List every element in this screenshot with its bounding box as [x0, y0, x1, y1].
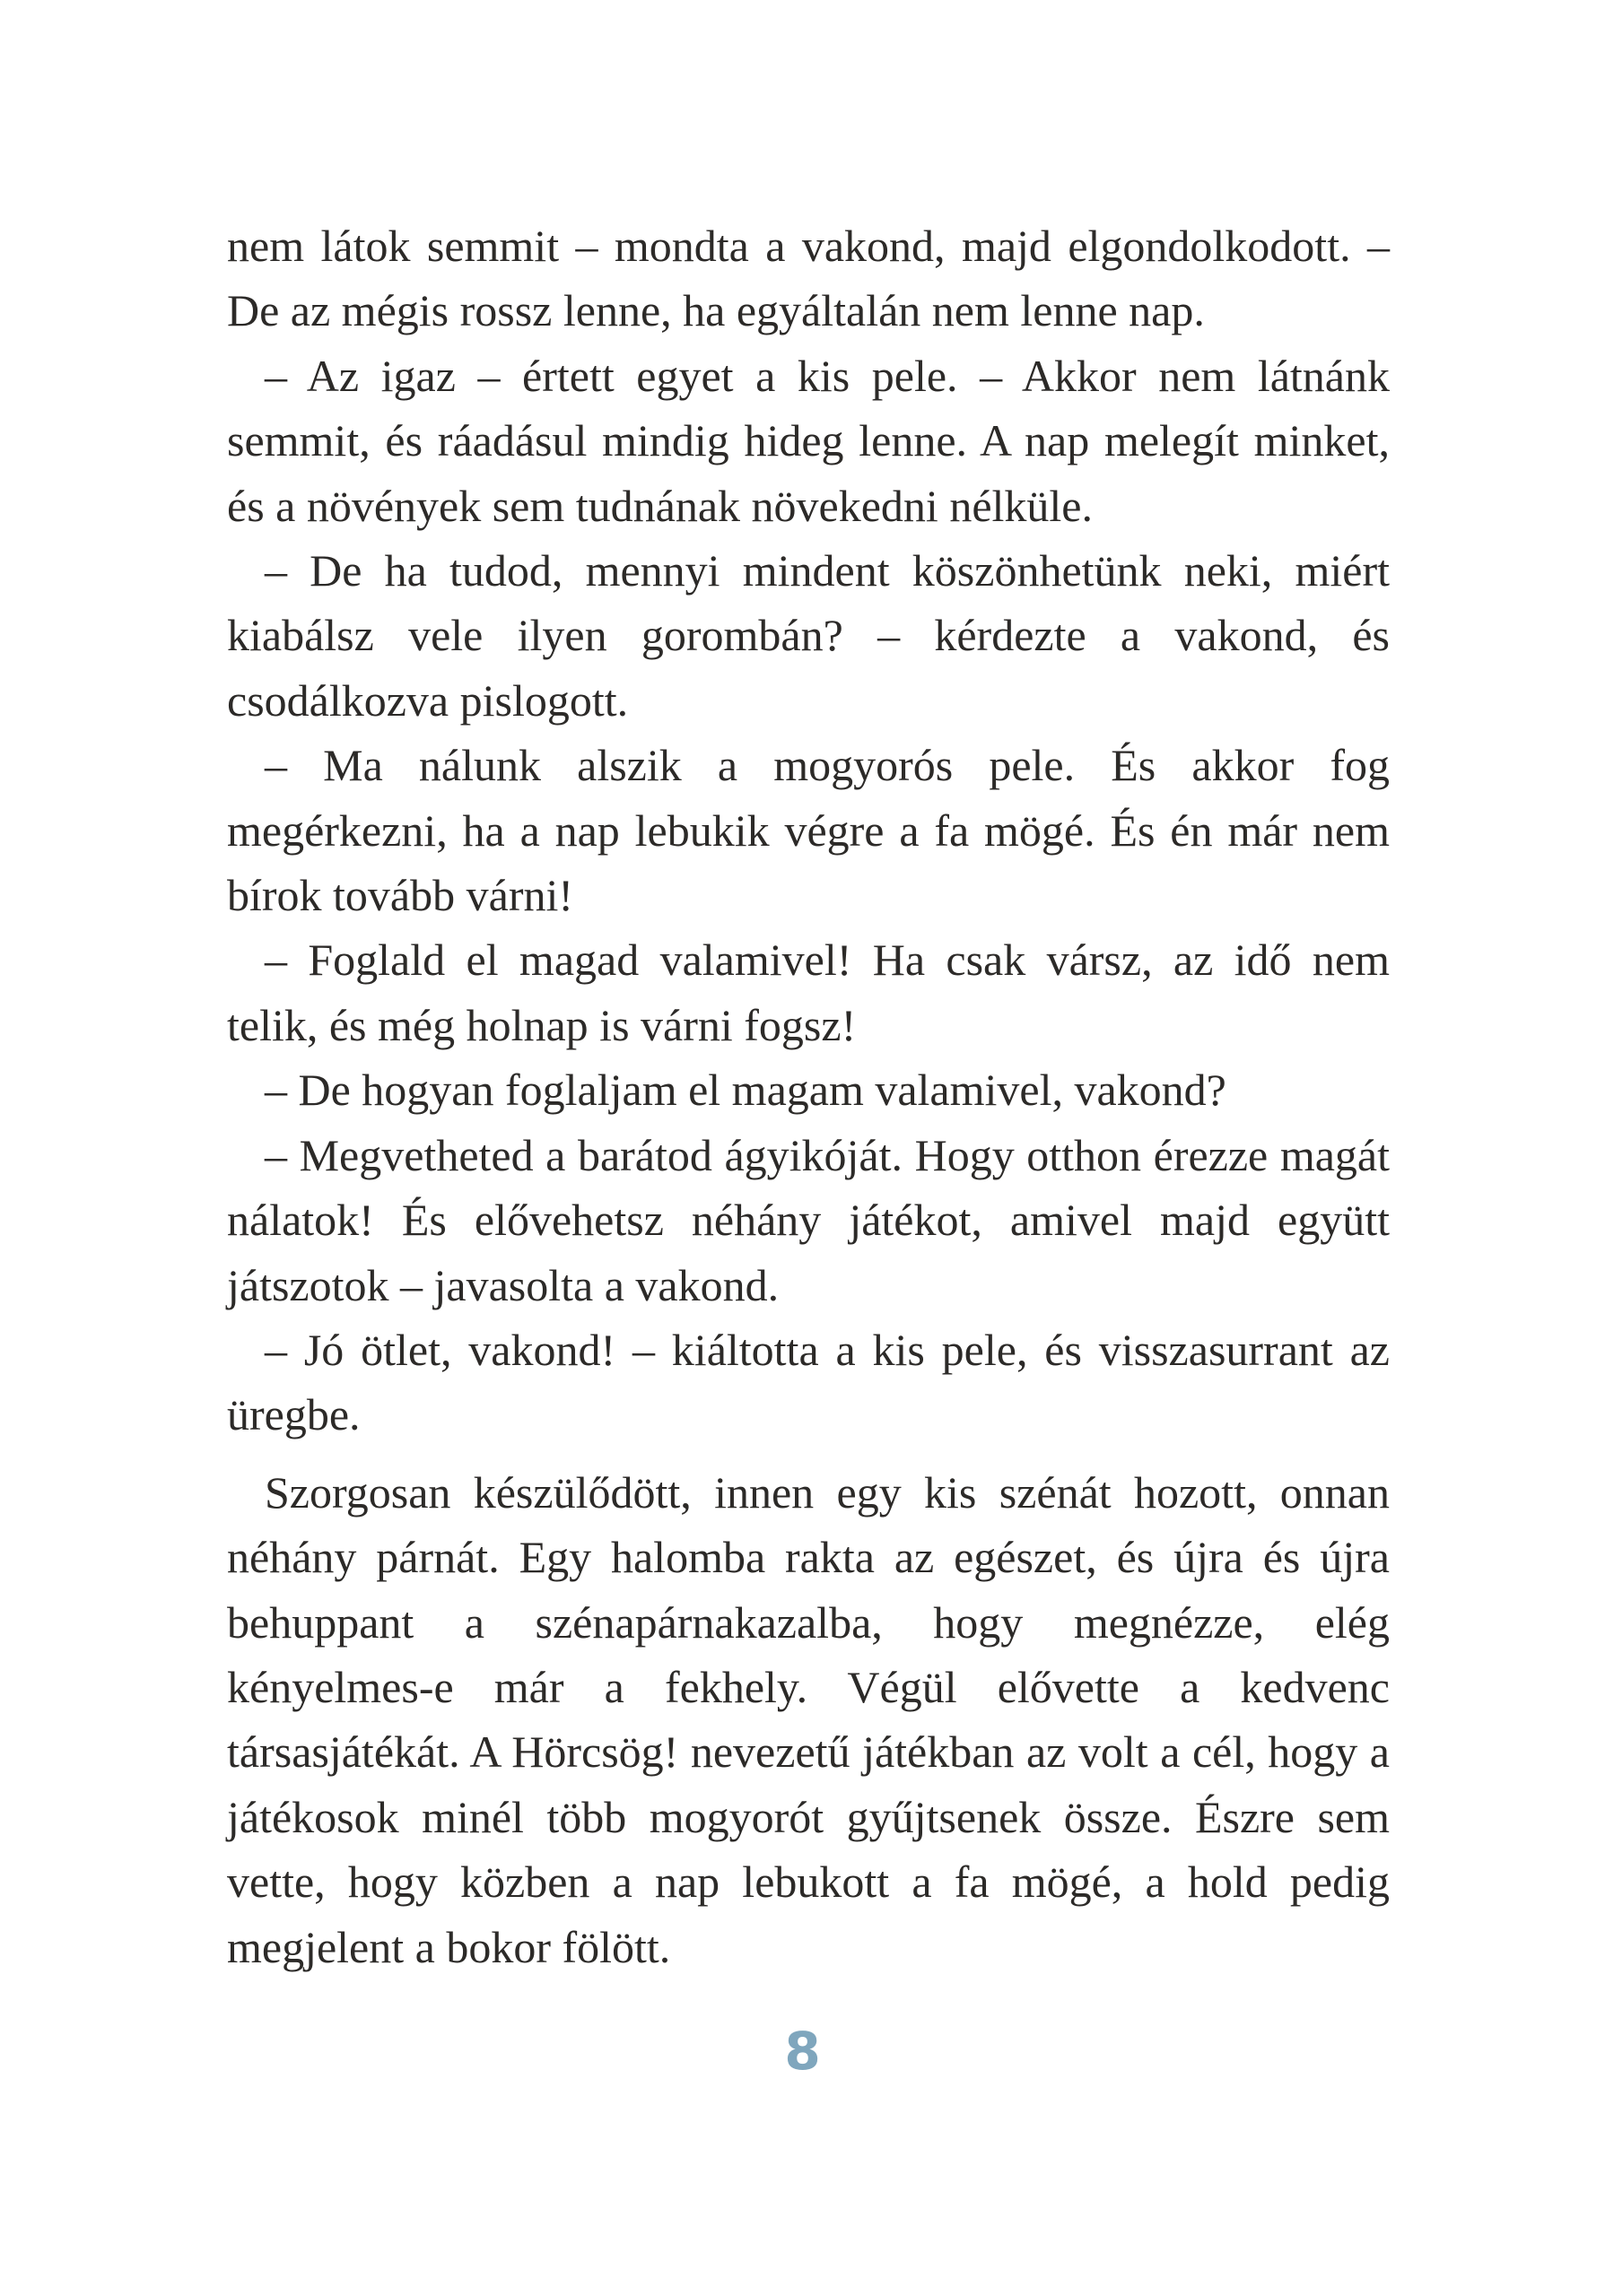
paragraph: – Jó ötlet, vakond! – kiáltotta a kis pele, és visszasurrant az üregbe.: [227, 1324, 1390, 1440]
paragraph: – Megvetheted a barátod ágyikóját. Hogy otthon érezze magát nálatok! És elővehetsz néhány játékot, amivel majd együtt játszotok – javasolta a vakond.: [227, 1129, 1390, 1310]
page-number: 8: [784, 2021, 821, 2082]
paragraph: – Ma nálunk alszik a mogyorós pele. És akkor fog megérkezni, ha a nap lebukik végre a fa mögé. És én már nem bírok tovább várni!: [227, 740, 1390, 921]
paragraph: – De ha tudod, mennyi mindent köszönhetünk neki, miért kiabálsz vele ilyen gorombán? – kérdezte a vakond, és csodálkozva pislogott.: [227, 545, 1390, 726]
story-text: [227, 213, 1390, 1979]
paragraph: Szorgosan készülődött, innen egy kis szénát hozott, onnan néhány párnát. Egy halomba rakta az egészet, és újra és újra behuppant a szénapárnakazalba, hogy megnézze, elég kényelmes-e már a fekhely. Végül elővette a kedvenc társasjátékát. A Hörcsög! nevezetű játékban az volt a cél, hogy a játékosok minél több mogyorót gyűjtsenek össze. Észre sem vette, hogy közben a nap lebukott a fa mögé, a hold pedig megjelent a bokor fölött.: [227, 1466, 1390, 1972]
paragraph: – De hogyan foglaljam el magam valamivel, vakond?: [265, 1065, 1226, 1116]
paragraph: – Az igaz – értett egyet a kis pele. – Akkor nem látnánk semmit, és ráadásul mindig hideg lenne. A nap melegít minket, és a növények sem tudnának növekedni nélküle.: [227, 350, 1390, 531]
paragraph: nem látok semmit – mondta a vakond, majd elgondolkodott. – De az mégis rossz lenne, ha egyáltalán nem lenne nap.: [227, 221, 1390, 336]
paragraph: – Foglald el magad valamivel! Ha csak vársz, az idő nem telik, és még holnap is várni fogsz!: [227, 935, 1390, 1050]
